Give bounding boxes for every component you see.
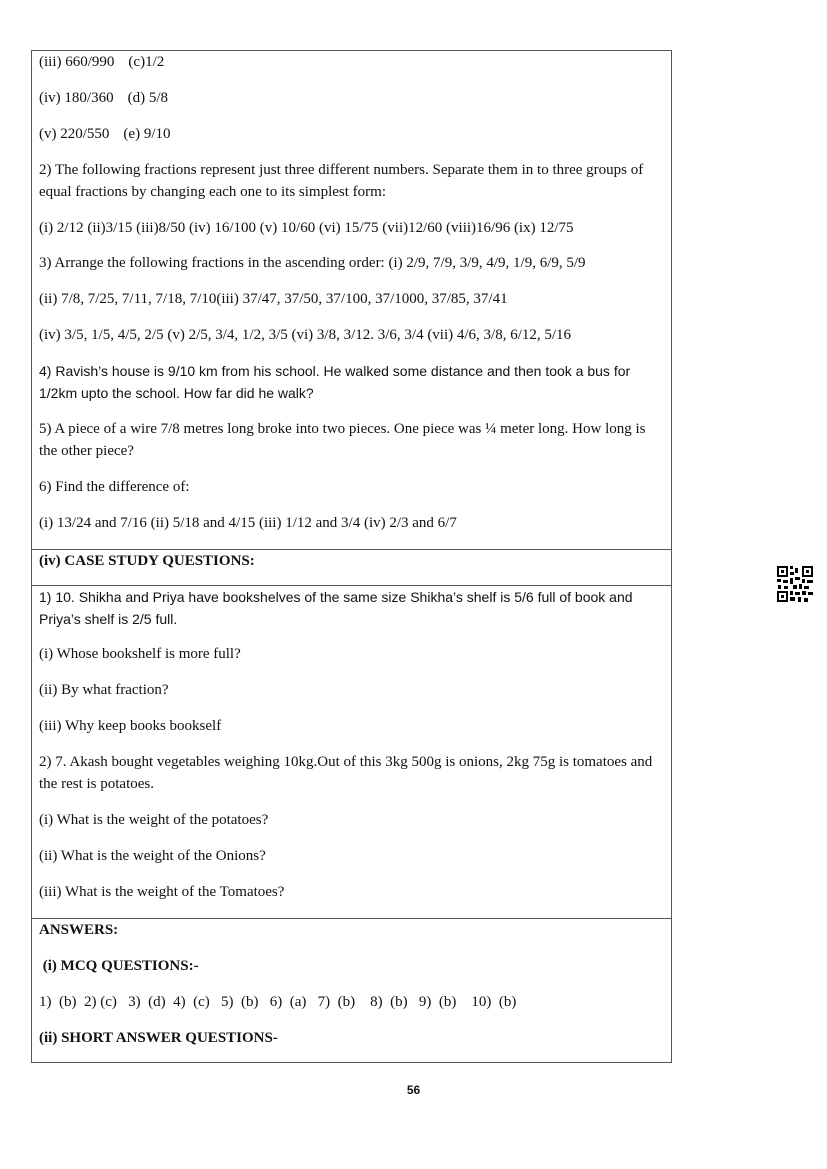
question-6: 6) Find the difference of: xyxy=(39,479,190,495)
case-2-iii: (iii) What is the weight of the Tomatoes? xyxy=(39,884,285,900)
mcq-answers: 1) (b) 2) (c) 3) (d) 4) (c) 5) (b) 6) (a) 7) (b) 8) (b) 9) (b) 10) (b) xyxy=(39,994,517,1010)
case-1: 1) 10. Shikha and Priya have bookshelves of the same size Shikha’s shelf is 5/6 full of book and Priya’s shelf is 2/5 full. xyxy=(39,589,633,627)
match-line-iv: (iv) 180/360 (d) 5/8 xyxy=(39,90,168,106)
case-study-heading: (iv) CASE STUDY QUESTIONS: xyxy=(39,553,255,569)
question-2-items: (i) 2/12 (ii)3/15 (iii)8/50 (iv) 16/100 (v) 10/60 (vi) 15/75 (vii)12/60 (viii)16/96 (ix) 12/75 xyxy=(39,220,574,236)
short-answer-heading: (ii) SHORT ANSWER QUESTIONS- xyxy=(39,1030,278,1046)
match-line-v: (v) 220/550 (e) 9/10 xyxy=(39,126,171,142)
question-3-part-iv: (iv) 3/5, 1/5, 4/5, 2/5 (v) 2/5, 3/4, 1/2, 3/5 (vi) 3/8, 3/12. 3/6, 3/4 (vii) 4/6, 3/8, 6/12, 5/16 xyxy=(39,327,572,343)
question-3-part-ii: (ii) 7/8, 7/25, 7/11, 7/18, 7/10(iii) 37/47, 37/50, 37/100, 37/1000, 37/85, 37/41 xyxy=(39,291,508,307)
question-2: 2) The following fractions represent just three different numbers. Separate them in to three groups of equal fractions by changing each one to its simplest form: xyxy=(39,162,644,200)
case-1-iii: (iii) Why keep books bookself xyxy=(39,718,222,734)
case-2: 2) 7. Akash bought vegetables weighing 10kg.Out of this 3kg 500g is onions, 2kg 75g is tomatoes and the rest is potatoes. xyxy=(39,754,653,792)
case-2-i: (i) What is the weight of the potatoes? xyxy=(39,812,269,828)
page-number: 56 xyxy=(406,1083,421,1097)
match-line-iii: (iii) 660/990 (c)1/2 xyxy=(39,54,165,70)
answers-heading: ANSWERS: xyxy=(39,922,119,938)
question-3: 3) Arrange the following fractions in the ascending order: (i) 2/9, 7/9, 3/9, 4/9, 1/9, 6/9, 5/9 xyxy=(39,255,586,271)
case-1-ii: (ii) By what fraction? xyxy=(39,682,169,698)
mcq-heading: (i) MCQ QUESTIONS:- xyxy=(39,958,199,974)
case-study-heading-box xyxy=(31,549,672,586)
answers-box xyxy=(31,918,672,1063)
question-4: 4) Ravish’s house is 9/10 km from his school. He walked some distance and then took a bus for 1/2km upto the school. How far did he walk? xyxy=(39,363,631,401)
exercise-box xyxy=(31,50,672,550)
case-study-box xyxy=(31,585,672,919)
case-1-i: (i) Whose bookshelf is more full? xyxy=(39,646,241,662)
question-6-items: (i) 13/24 and 7/16 (ii) 5/18 and 4/15 (iii) 1/12 and 3/4 (iv) 2/3 and 6/7 xyxy=(39,515,457,531)
question-5: 5) A piece of a wire 7/8 metres long broke into two pieces. One piece was ¼ meter long. How long is the other piece? xyxy=(39,421,646,459)
case-2-ii: (ii) What is the weight of the Onions? xyxy=(39,848,266,864)
qr-code-icon xyxy=(776,565,814,603)
